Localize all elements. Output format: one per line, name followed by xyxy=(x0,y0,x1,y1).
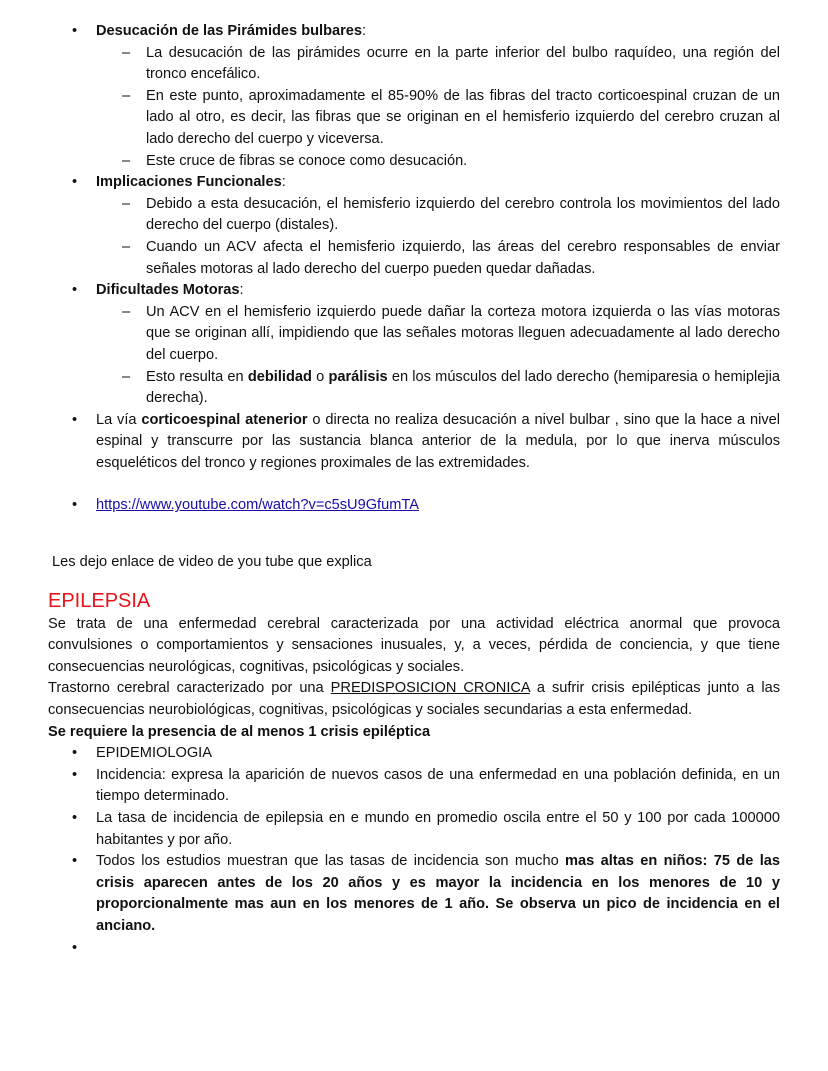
bold-paragraph xyxy=(0,722,828,744)
text: o xyxy=(311,368,329,385)
sub-item: – En este punto, aproximadamente el 85-90% de las fibras del tracto corticoespinal cruzan de un lado al otro, es decir, las fibras que se originan en el hemisferio izquierdo del cerebro cruzan al lado derecho del cuerpo y viceversa. xyxy=(0,86,828,151)
text: Todos los estudios muestran que las tasas de incidencia son mucho xyxy=(96,853,566,870)
video-note: Les dejo enlace de video de you tube que explica xyxy=(52,554,372,571)
sub-item: – La desucación de las pirámides ocurre en la parte inferior del bulbo raquídeo, una región del tronco encefálico. xyxy=(0,43,828,86)
bullet-item: • EPIDEMIOLOGIA xyxy=(0,743,828,765)
bullet-item: • Incidencia: expresa la aparición de nuevos casos de una enfermedad en una población definida, en un tiempo determinado. xyxy=(0,765,828,808)
youtube-link[interactable]: https://www.youtube.com/watch?v=c5sU9GfumTA xyxy=(96,497,419,514)
sub-item: – Un ACV en el hemisferio izquierdo puede dañar la corteza motora izquierda o las vías motoras que se originan allí, impidiendo que las señales motoras lleguen adecuadamente al lado derecho del cuerpo. xyxy=(0,302,828,367)
bullet-title: Dificultades Motoras xyxy=(96,282,240,299)
bold-text: parálisis xyxy=(328,368,388,385)
bullet-title: Desucación de las Pirámides bulbares xyxy=(96,23,363,39)
sub-item: – Este cruce de fibras se conoce como desucación. xyxy=(0,151,828,173)
bold-text: mas altas en niños: 75 de las crisis aparecen antes de los 20 años y es mayor la incidencia en los menores de 10 y proporcionalmente mas aun en los menores de 1 año. Se observa un pico de incidencia en el anciano. xyxy=(96,853,781,934)
bold-text: corticoespinal atenerior xyxy=(141,411,308,428)
bullet-link xyxy=(0,495,828,517)
section-heading-epilepsia: EPILEPSIA xyxy=(48,589,151,612)
bullet-item: • La tasa de incidencia de epilepsia en e mundo en promedio oscila entre el 50 y 100 por cada 100000 habitantes y por año. xyxy=(0,808,828,851)
bullet-desucacion: • Desucación de las Pirámides bulbares: xyxy=(0,21,828,43)
sub-item: – Cuando un ACV afecta el hemisferio izquierdo, las áreas del cerebro responsables de enviar señales motoras al lado derecho del cuerpo pueden quedar dañadas. xyxy=(0,237,828,280)
text: Trastorno cerebral caracterizado por una xyxy=(48,680,331,697)
text: Esto resulta en xyxy=(146,368,248,385)
underlined-text: PREDISPOSICION CRONICA xyxy=(330,680,530,697)
text: a sufrir crisis epilépticas junto a las consecuencias neurobiológicas, cognitivas, psicológicas y sociales secundarias a esta enfermedad. xyxy=(48,680,780,719)
empty-bullet xyxy=(0,938,828,960)
text: La vía xyxy=(96,411,142,428)
bold-text: Se requiere la presencia de al menos 1 crisis epiléptica xyxy=(48,723,431,740)
text: o directa no realiza desucación a nivel bulbar , sino que la hace a nivel espinal y transcurre por las sustancia blanca anterior de la medula, por lo que inerva músculos esqueléticos del tronco y regiones proximales de las extremidades. xyxy=(96,411,780,471)
sub-item xyxy=(0,367,828,410)
paragraph: Se trata de una enfermedad cerebral caracterizada por una actividad eléctrica anormal que provoca convulsiones o comportamientos y sensaciones inusuales, y, a veces, pérdida de conciencia, y que tiene consecuencias neurológicas, cognitivas, psicológicas y sociales. xyxy=(48,615,780,675)
bullet-title: Implicaciones Funcionales xyxy=(96,174,282,191)
text: en los músculos del lado derecho (hemiparesia o hemiplejia derecha). xyxy=(146,368,780,407)
document-page xyxy=(0,21,828,959)
bullet-dificultades: • Dificultades Motoras: xyxy=(0,280,828,302)
bold-text: debilidad xyxy=(247,368,312,385)
sub-item: – Debido a esta desucación, el hemisferio izquierdo del cerebro controla los movimientos del lado derecho del cuerpo (distales). xyxy=(0,194,828,237)
bullet-item xyxy=(0,851,828,937)
bullet-via-corticoespinal xyxy=(0,410,828,475)
paragraph xyxy=(0,678,828,721)
bullet-implicaciones: • Implicaciones Funcionales: xyxy=(0,172,828,194)
